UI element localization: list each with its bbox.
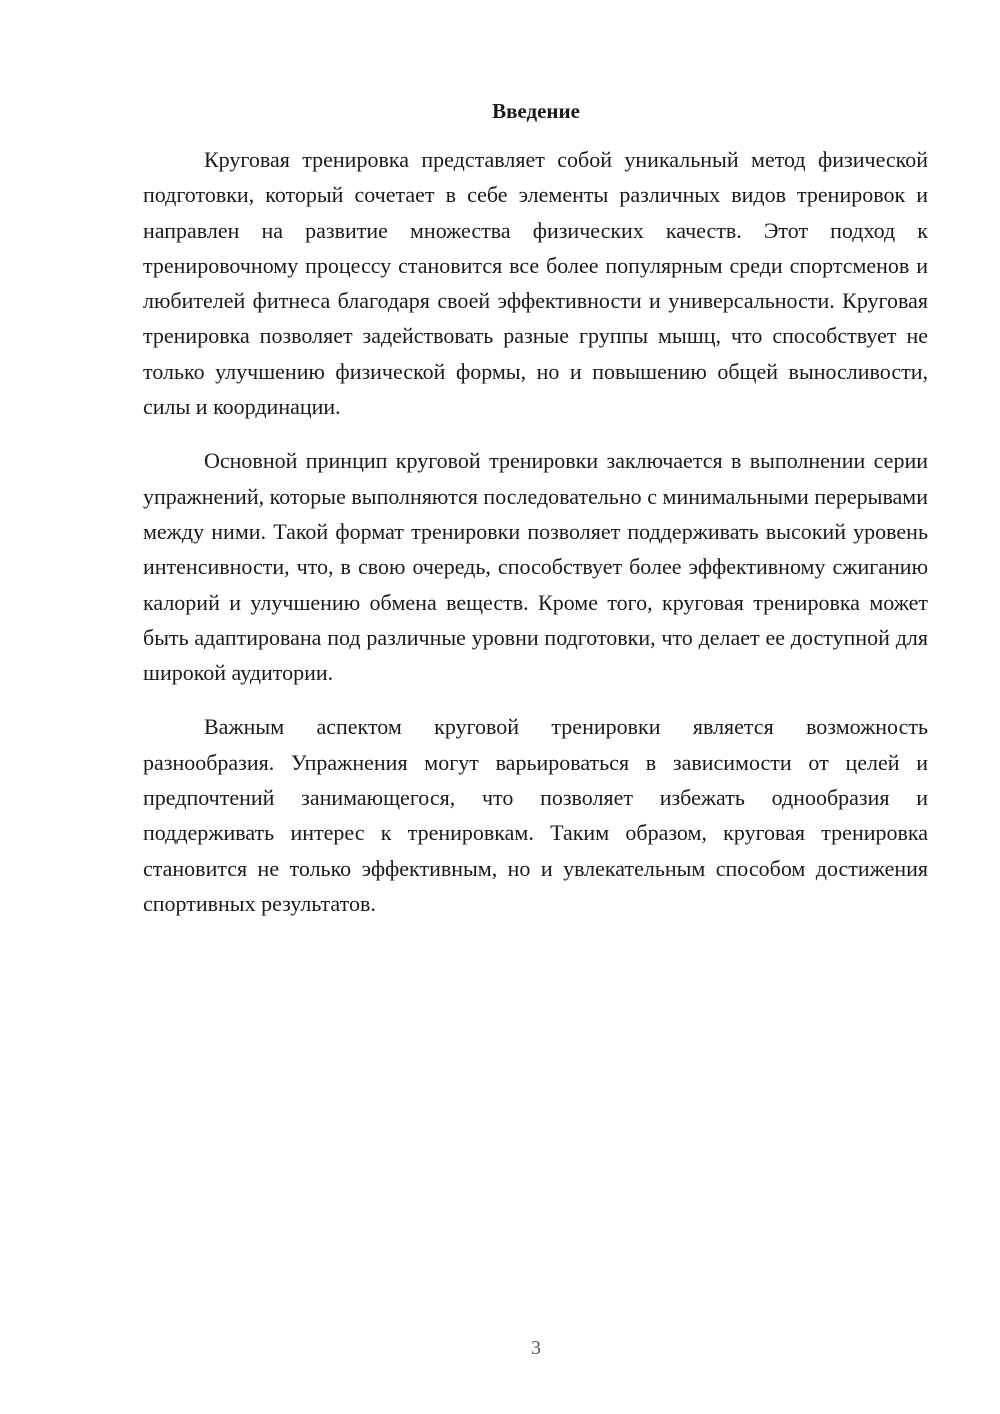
paragraph-2: Основной принцип круговой тренировки заключается в выполнении серии упражнений, которые выполняются последовательно с минимальными перерывами между ними. Такой формат тренировки позволяет поддерживать высокий уровень интенсивности, что, в свою очередь, способствует более эффективному сжиганию калорий и улучшению обмена веществ. Кроме того, круговая тренировка может быть адаптирована под различные уровни подготовки, что делает ее доступной для широкой аудитории. xyxy=(143,448,928,686)
body-text xyxy=(143,142,928,940)
paragraph-1: Круговая тренировка представляет собой уникальный метод физической подготовки, который сочетает в себе элементы различных видов тренировок и направлен на развитие множества физических качеств. Этот подход к тренировочному процессу становится все более популярным среди спортсменов и любителей фитнеса благодаря своей эффективности и универсальности. Круговая тренировка позволяет задействовать разные группы мышц, что способствует не только улучшению физической формы, но и повышению общей выносливости, силы и координации. xyxy=(143,147,928,420)
page-number: 3 xyxy=(531,1337,541,1359)
section-heading: Введение xyxy=(492,99,580,123)
paragraph-3: Важным аспектом круговой тренировки является возможность разнообразия. Упражнения могут варьироваться в зависимости от целей и предпочтений занимающегося, что позволяет избежать однообразия и поддерживать интерес к тренировкам. Таким образом, круговая тренировка становится не только эффективным, но и увлекательным способом достижения спортивных результатов. xyxy=(143,714,928,916)
